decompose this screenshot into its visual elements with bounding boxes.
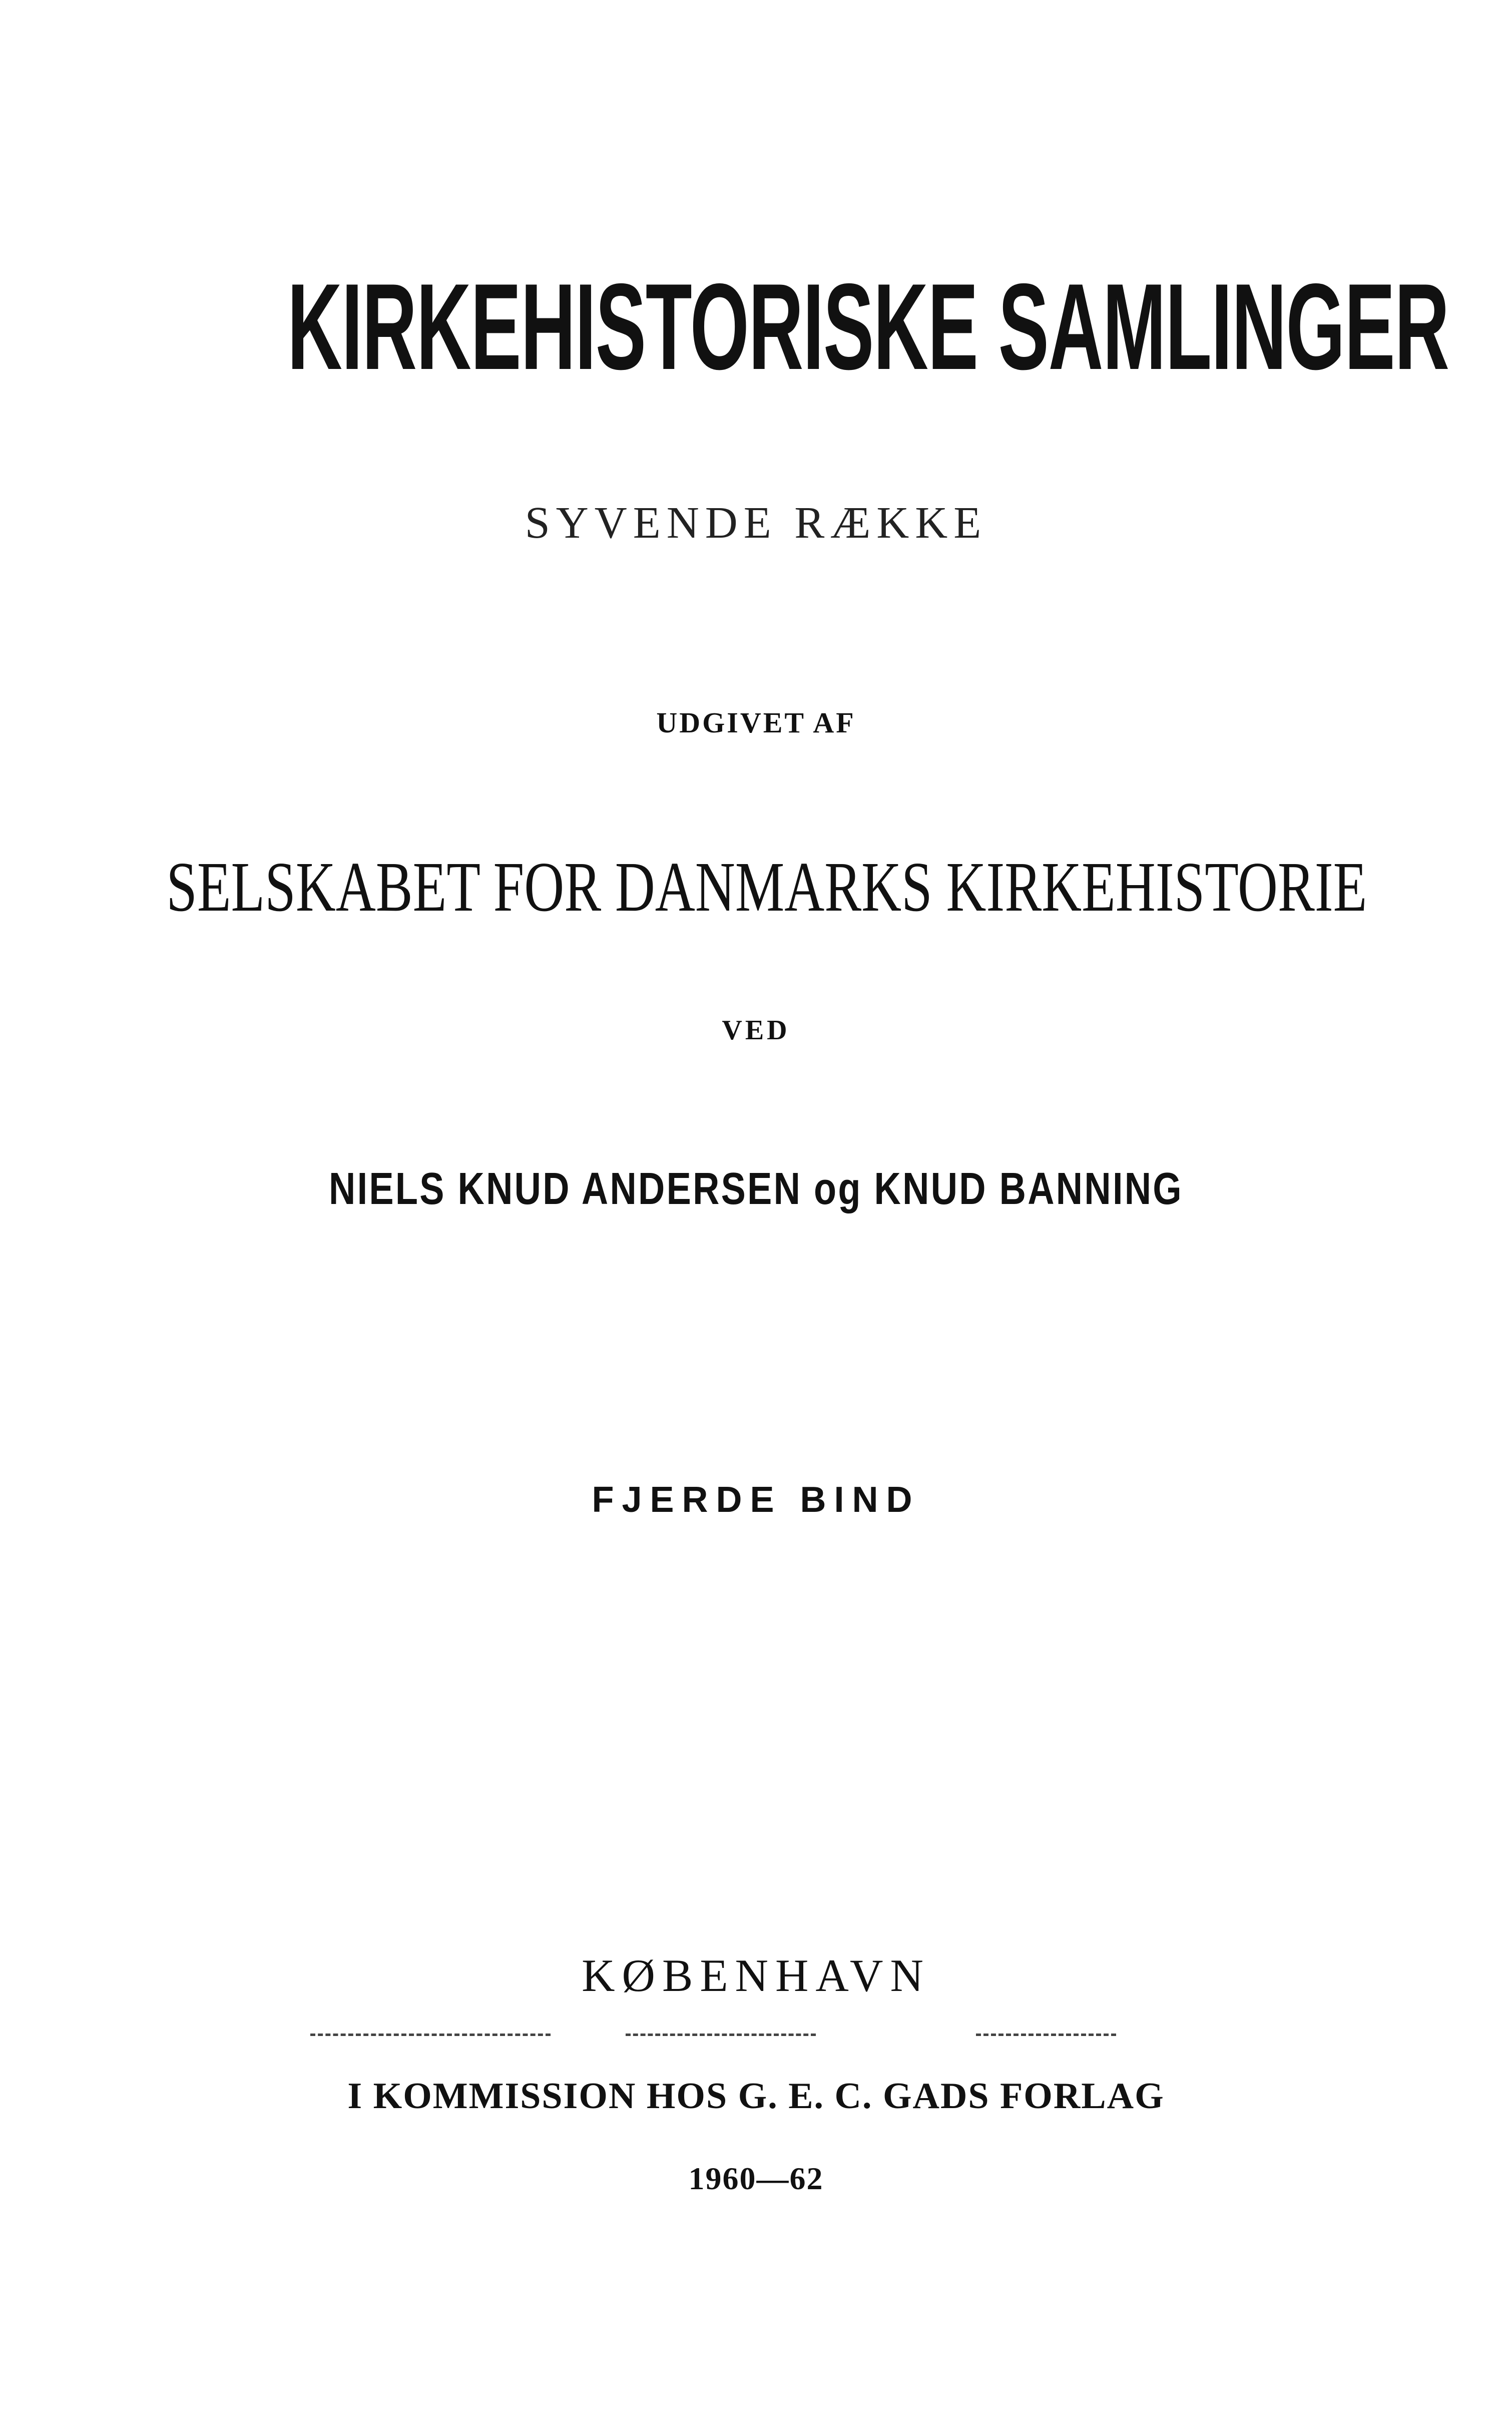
publication-years: 1960—62 xyxy=(688,2161,824,2196)
publisher-line: I KOMMISSION HOS G. E. C. GADS FORLAG xyxy=(347,2076,1165,2117)
divider-rule xyxy=(976,2034,1116,2039)
published-by-label: UDGIVET AF xyxy=(656,706,856,739)
divider-rule xyxy=(310,2034,551,2039)
society-name: SELSKABET FOR DANMARKS KIRKEHISTORIE xyxy=(166,847,1367,926)
volume-label: FJERDE BIND xyxy=(592,1480,920,1520)
divider-rule xyxy=(626,2034,816,2039)
editors: NIELS KNUD ANDERSEN og KNUD BANNING xyxy=(329,1164,1183,1214)
city-name: KØBENHAVN xyxy=(582,1950,930,2001)
book-title: KIRKEHISTORISKE SAMLINGER xyxy=(287,258,1449,395)
series-label: SYVENDE RÆKKE xyxy=(525,498,987,548)
by-label: VED xyxy=(722,1015,790,1046)
